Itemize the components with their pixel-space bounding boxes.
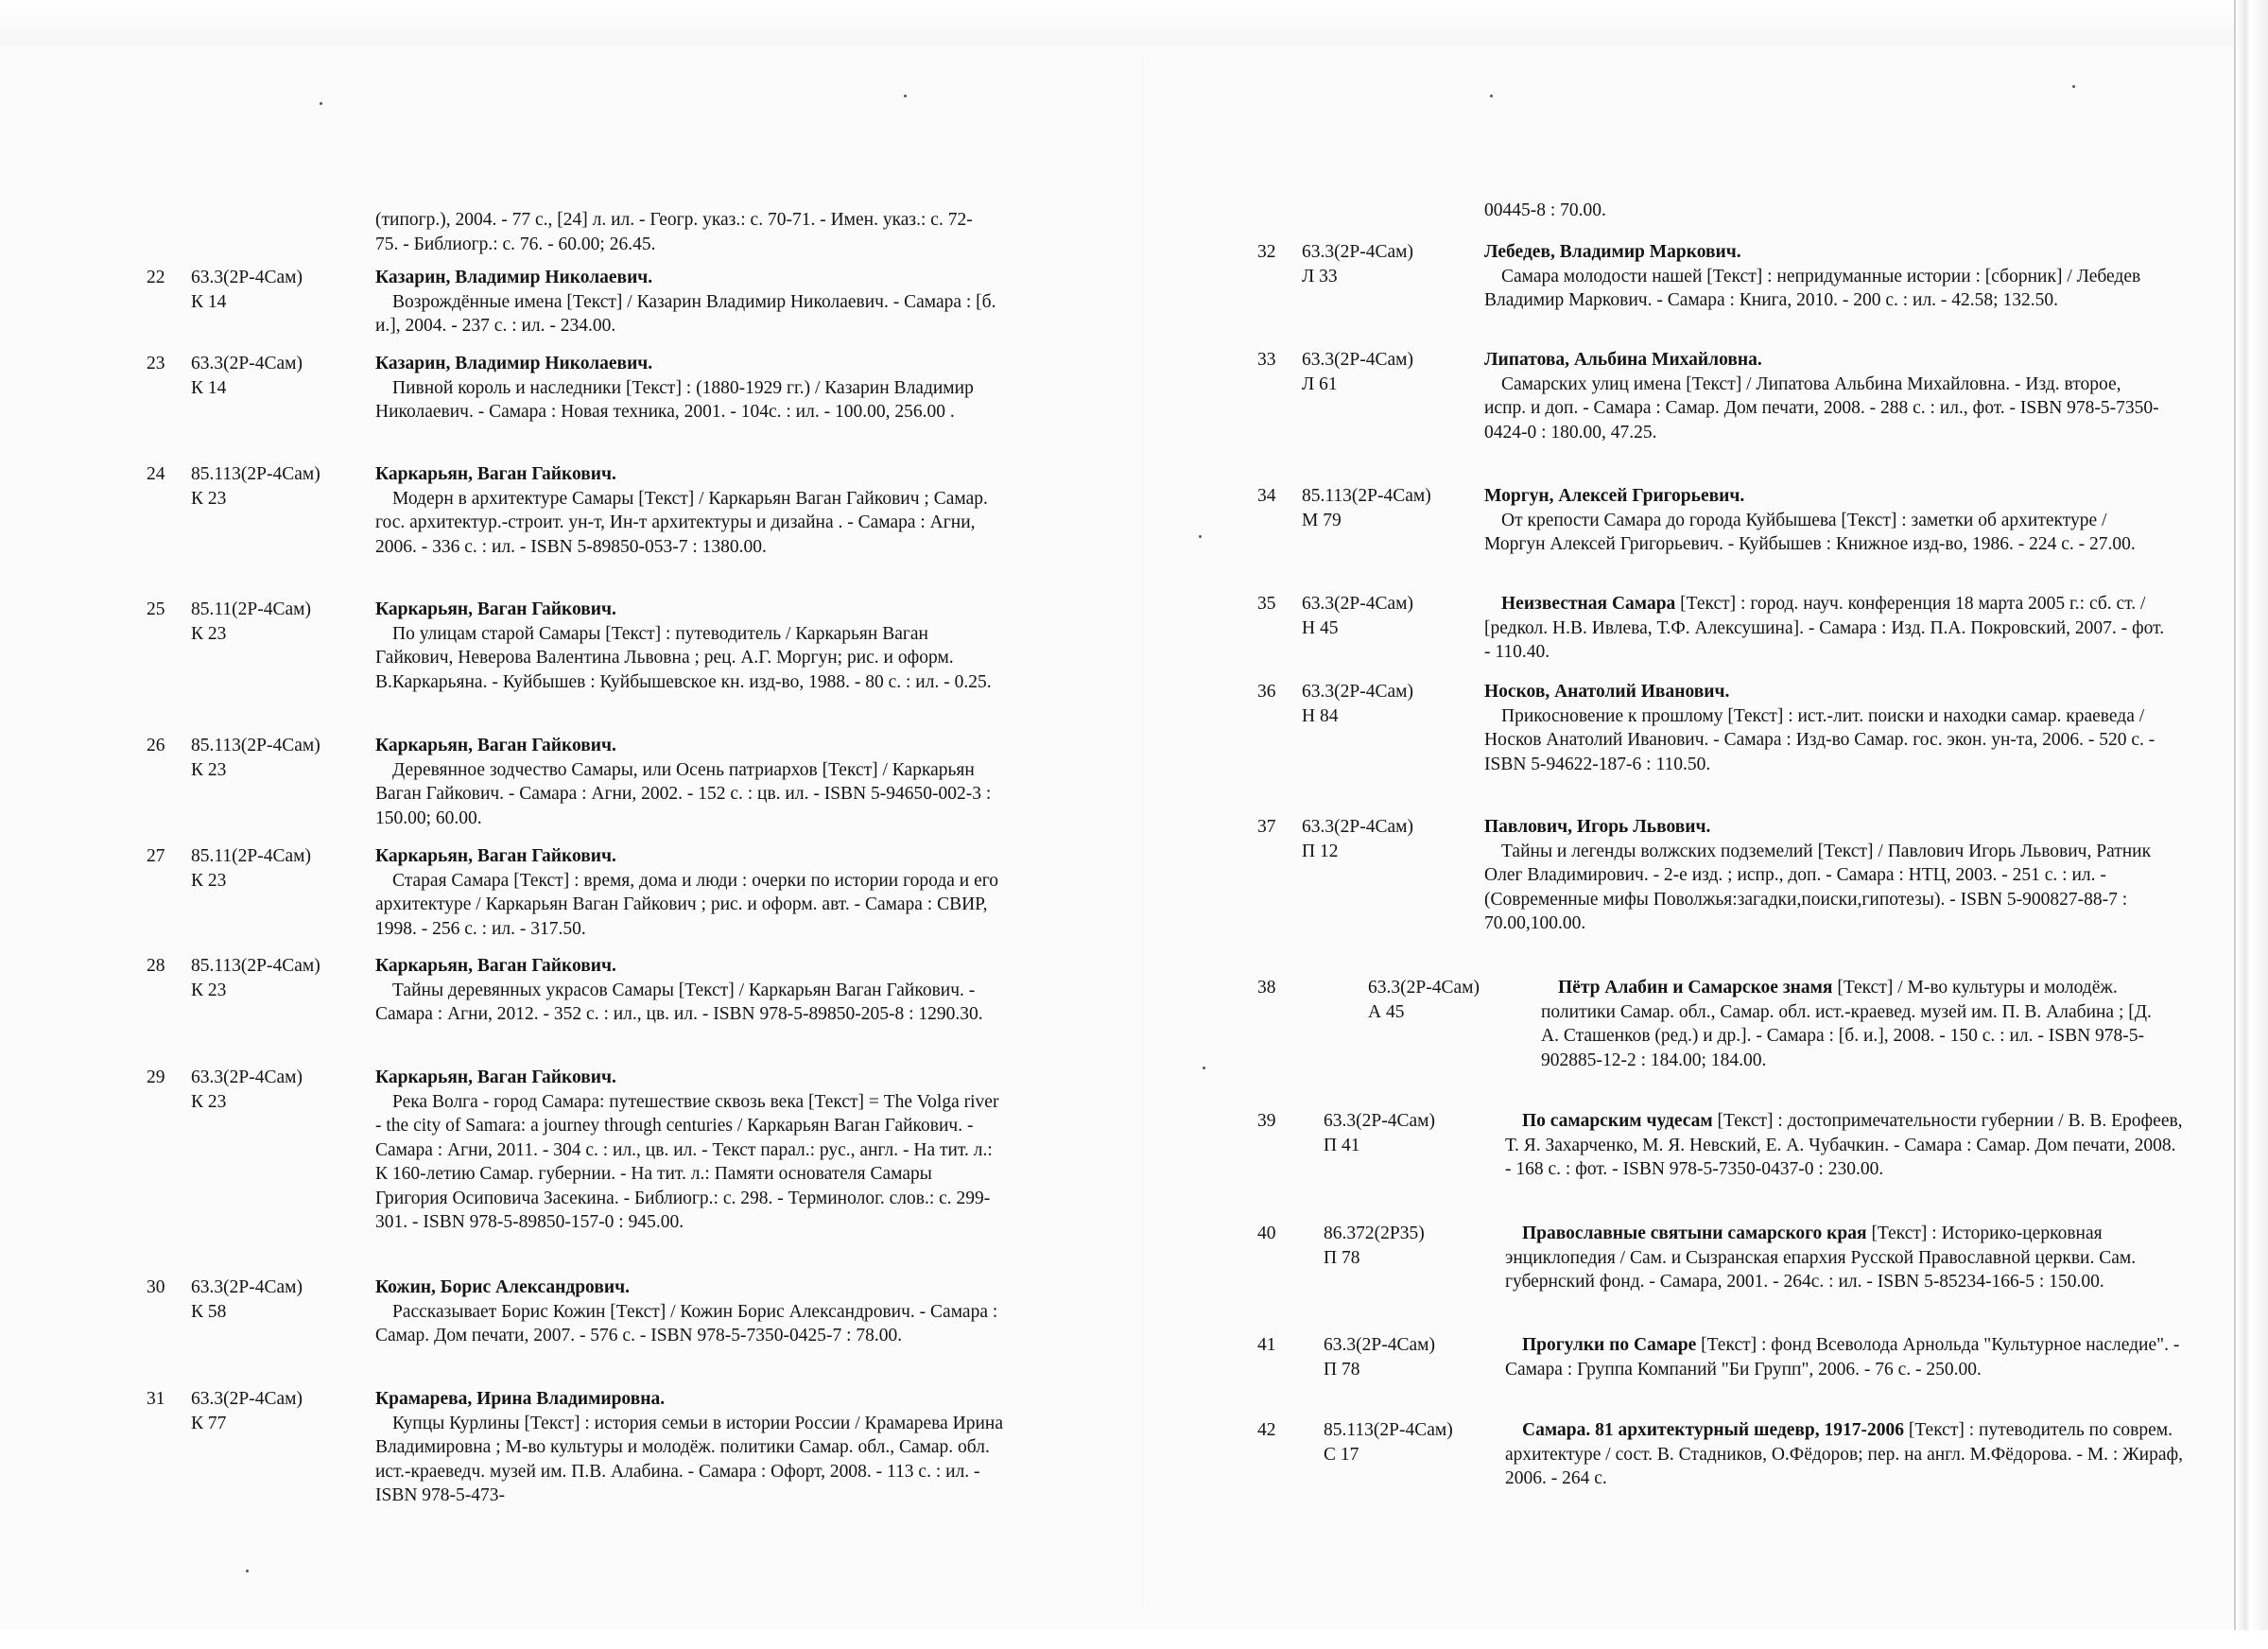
- entry-body: [Текст] : город. науч. конференция 18 марта 2005 г.: сб. ст. / [редкол. Н.В. Ивлева, Т.Ф. Алексушина]. - Самара : Изд. П.А. Покровский, 2007. - фот. - 110.40.: [1484, 594, 2165, 662]
- entry-author: Кожин, Борис Александрович.: [375, 1277, 630, 1297]
- entry-body: Купцы Курлины [Текст] : история семьи в истории России / Крамарева Ирина Владимировна ; М-во культуры и молодёж. политики Самар. обл., Самар. обл. ист.-краеведч. музей им. П.В. Алабина. - Самара : Офорт, 2008. - 113 с. : ил. - ISBN 978-5-473-: [375, 1413, 1004, 1505]
- entry-number: 41: [1257, 1335, 1276, 1355]
- entry-number: 31: [147, 1389, 165, 1409]
- classification-code: [1324, 1333, 1494, 1381]
- classification-code: [191, 462, 371, 511]
- entry-body: [Текст] : путеводитель по соврем. архитектуре / сост. В. Стадников, О.Фёдоров; пер. на англ. М.Фёдорова. - М. : Жираф, 2006. - 264 с.: [1505, 1420, 2184, 1488]
- entry-number: 40: [1257, 1224, 1276, 1243]
- bbk-index: 86.372(2Р35): [1324, 1224, 1425, 1243]
- classification-code: [1324, 1418, 1494, 1467]
- author-mark: К 23: [191, 870, 227, 891]
- scan-speck: [1199, 535, 1202, 538]
- entry-body: Модерн в архитектуре Самары [Текст] / Каркарьян Ваган Гайкович ; Самар. гос. архитектур.-строит. ун-т, Ин-т архитектуры и дизайна . - Самара : Агни, 2006. - 336 с. : ил. - ISBN 5-89850-053-7 : 1380.00.: [375, 488, 988, 557]
- entry-number: 22: [147, 268, 165, 287]
- entry-description: [1505, 1109, 2186, 1182]
- entry-number: 25: [147, 599, 165, 619]
- classification-code: [191, 954, 371, 1002]
- entry-description: [1484, 240, 2165, 313]
- entry-author: Носков, Анатолий Иванович.: [1484, 682, 1730, 702]
- classification-code: [1368, 976, 1538, 1024]
- author-mark: А 45: [1368, 1001, 1405, 1022]
- bbk-index: 63.3(2Р-4Сам): [1302, 682, 1413, 702]
- entry-title-line: [1541, 976, 2155, 1072]
- author-mark: К 23: [191, 980, 227, 1000]
- classification-code: [1324, 1109, 1494, 1157]
- author-mark: П 12: [1302, 841, 1339, 861]
- classification-code: [191, 598, 371, 646]
- bbk-index: 85.113(2Р-4Сам): [191, 464, 320, 484]
- scan-speck: [1203, 1067, 1205, 1069]
- entry-number: 32: [1257, 242, 1276, 262]
- classification-code: [191, 352, 371, 400]
- classification-code: [1324, 1222, 1494, 1270]
- author-mark: К 14: [191, 291, 227, 312]
- author-mark: П 41: [1324, 1135, 1360, 1155]
- entry-title: Прогулки по Самаре: [1522, 1335, 1697, 1355]
- scan-speck: [320, 102, 322, 105]
- author-mark: К 23: [191, 623, 227, 644]
- entry-body: Деревянное зодчество Самары, или Осень патриархов [Текст] / Каркарьян Ваган Гайкович. - Самара : Агни, 2002. - 152 с. : цв. ил. - ISBN 5-94650-002-3 : 150.00; 60.00.: [375, 759, 992, 828]
- bbk-index: 63.3(2Р-4Сам): [1368, 978, 1480, 998]
- entry-description: [1505, 1333, 2186, 1381]
- entry-body: Пивной король и наследники [Текст] : (1880-1929 гг.) / Казарин Владимир Николаевич. - Самара : Новая техника, 2001. - 104с. : ил. - 100.00, 256.00 .: [375, 377, 974, 422]
- classification-code: [191, 734, 371, 782]
- entry-description: [375, 598, 1009, 694]
- classification-code: [191, 1066, 371, 1114]
- entry-number: 27: [147, 846, 165, 866]
- classification-code: [1302, 348, 1472, 396]
- entry-author: Крамарева, Ирина Владимировна.: [375, 1389, 666, 1409]
- entry-number: 29: [147, 1068, 165, 1087]
- scan-speck: [904, 95, 907, 97]
- bbk-index: 63.3(2Р-4Сам): [191, 1068, 303, 1087]
- entry-author: Казарин, Владимир Николаевич.: [375, 354, 653, 373]
- entry-description: [1484, 484, 2165, 557]
- entry-description: [1541, 976, 2155, 1072]
- author-mark: К 58: [191, 1301, 227, 1322]
- entry-number: 34: [1257, 486, 1276, 506]
- entry-title: Неизвестная Самара: [1501, 594, 1676, 614]
- author-mark: П 78: [1324, 1359, 1360, 1380]
- entry-body: Река Волга - город Самара: путешествие сквозь века [Текст] = The Volga river - the city of Samara: a journey through centuries / Каркарьян Ваган Гайкович. - Самара : Агни, 2011. - 304 с. : ил., цв. ил. - Текст парал.: рус., англ. - На тит. л.: К 160-летию Самар. губернии. - На тит. л.: Памяти основателя Самары Григория Осиповича Засекина. - Библиогр.: с. 298. - Терминолог. слов.: с. 299-301. - ISBN 978-5-89850-157-0 : 945.00.: [375, 1091, 999, 1232]
- entry-title: Пётр Алабин и Самарское знамя: [1558, 978, 1833, 998]
- bbk-index: 63.3(2Р-4Сам): [191, 268, 303, 287]
- scan-top-margin: [0, 0, 2268, 45]
- bbk-index: 63.3(2Р-4Сам): [1302, 242, 1413, 262]
- entry-author: Липатова, Альбина Михайловна.: [1484, 350, 1762, 370]
- entry-author: Каркарьян, Ваган Гайкович.: [375, 846, 616, 866]
- author-mark: Н 84: [1302, 705, 1339, 726]
- entry-author: Каркарьян, Ваган Гайкович.: [375, 464, 616, 484]
- entry-description: [1484, 680, 2165, 776]
- entry-author: Каркарьян, Ваган Гайкович.: [375, 599, 616, 619]
- author-mark: М 79: [1302, 510, 1342, 530]
- entry-number: 24: [147, 464, 165, 484]
- entry-body: [Текст] : Историко-церковная энциклопедия / Сам. и Сызранская епархия Русской Православной церкви. Сам. губернский фонд. - Самара, 2001. - 264с. : ил. - ISBN 5-85234-166-5 : 150.00.: [1505, 1224, 2137, 1292]
- entry-number: 39: [1257, 1111, 1276, 1131]
- entry-description: [1505, 1222, 2186, 1294]
- entry-description: [375, 1387, 1009, 1508]
- entry-description: [375, 1276, 1009, 1348]
- scan-speck: [2072, 85, 2075, 88]
- bbk-index: 63.3(2Р-4Сам): [1302, 350, 1413, 370]
- classification-code: [1302, 815, 1472, 863]
- entry-author: Павлович, Игорь Львович.: [1484, 817, 1711, 837]
- bbk-index: 85.113(2Р-4Сам): [191, 736, 320, 755]
- bbk-index: 85.113(2Р-4Сам): [1302, 486, 1431, 506]
- author-mark: К 14: [191, 377, 227, 398]
- entry-body: Рассказывает Борис Кожин [Текст] / Кожин Борис Александрович. - Самара : Самар. Дом печати, 2007. - 576 с. - ISBN 978-5-7350-0425-7 : 78.00.: [375, 1301, 998, 1345]
- entry-body: Прикосновение к прошлому [Текст] : ист.-лит. поиски и находки самар. краеведа / Носков Анатолий Иванович. - Самара : Изд-во Самар. гос. экон. ун-та, 2006. - 520 с. - ISBN 5-94622-187-6 : 110.50.: [1484, 705, 2155, 774]
- entry-title: По самарским чудесам: [1522, 1111, 1713, 1131]
- author-mark: К 23: [191, 488, 227, 509]
- scan-speck: [246, 1570, 249, 1572]
- bbk-index: 85.113(2Р-4Сам): [191, 956, 320, 976]
- classification-code: [191, 1387, 371, 1435]
- author-mark: К 23: [191, 1091, 227, 1112]
- author-mark: П 78: [1324, 1247, 1360, 1268]
- entry-author: Каркарьян, Ваган Гайкович.: [375, 1068, 616, 1087]
- bbk-index: 63.3(2Р-4Сам): [1324, 1335, 1435, 1355]
- entry-title-line: [1505, 1222, 2186, 1294]
- bbk-index: 63.3(2Р-4Сам): [191, 354, 303, 373]
- entry-description: [375, 1066, 1009, 1235]
- author-mark: Н 45: [1302, 617, 1339, 638]
- entry-body: [Текст] : фонд Всеволода Арнольда "Культурное наследие". - Самара : Группа Компаний "Би Групп", 2006. - 76 с. - 250.00.: [1505, 1335, 2180, 1380]
- entry-title-line: [1505, 1418, 2186, 1491]
- bbk-index: 63.3(2Р-4Сам): [191, 1389, 303, 1409]
- entry-body: Старая Самара [Текст] : время, дома и люди : очерки по истории города и его архитектуре / Каркарьян Ваган Гайкович ; рис. и оформ. авт. - Самара : СВИР, 1998. - 256 с. : ил. - 317.50.: [375, 870, 998, 939]
- classification-code: [1302, 484, 1472, 532]
- entry-number: 38: [1257, 978, 1276, 998]
- entry-body: Тайны деревянных украсов Самары [Текст] / Каркарьян Ваган Гайкович. - Самара : Агни, 2012. - 352 с. : ил., цв. ил. - ISBN 978-5-89850-205-8 : 1290.30.: [375, 980, 983, 1024]
- author-mark: Л 33: [1302, 266, 1338, 286]
- entry-author: Каркарьян, Ваган Гайкович.: [375, 956, 616, 976]
- author-mark: К 23: [191, 759, 227, 780]
- scan-speck: [1490, 95, 1493, 97]
- entry-body: [Текст] / М-во культуры и молодёж. политики Самар. обл., Самар. обл. ист.-краевед. музей им. П. В. Алабина ; [Д. А. Сташенков (ред.) и др.]. - Самара : [б. и.], 2008. - 150 с. : ил. - ISBN 978-5-902885-12-2 : 184.00; 184.00.: [1541, 978, 2152, 1070]
- entry-title-line: [1484, 592, 2165, 665]
- bbk-index: 85.11(2Р-4Сам): [191, 846, 311, 866]
- entry-number: 23: [147, 354, 165, 373]
- scan-right-edge: [2234, 0, 2268, 1649]
- bbk-index: 63.3(2Р-4Сам): [1302, 594, 1413, 614]
- entry-description: [375, 734, 1009, 830]
- entry-number: 30: [147, 1277, 165, 1297]
- entry-author: Моргун, Алексей Григорьевич.: [1484, 486, 1745, 506]
- entry-title-line: [1505, 1109, 2186, 1182]
- entry-author: Лебедев, Владимир Маркович.: [1484, 242, 1741, 262]
- author-mark: С 17: [1324, 1444, 1359, 1465]
- entry-title: Самара. 81 архитектурный шедевр, 1917-2006: [1522, 1420, 1904, 1440]
- bbk-index: 85.11(2Р-4Сам): [191, 599, 311, 619]
- entry-body: Самарских улиц имена [Текст] / Липатова Альбина Михайловна. - Изд. второе, испр. и доп. - Самара : Самар. Дом печати, 2008. - 288 с. : ил., фот. - ISBN 978-5-7350-0424-0 : 180.00, 47.25.: [1484, 373, 2159, 443]
- entry-body: Тайны и легенды волжских подземелий [Текст] / Павлович Игорь Львович, Ратник Олег Владимирович. - 2-е изд. ; испр., доп. - Самара : НТЦ, 2003. - 251 с. : ил. - (Современные мифы Поволжья:загадки,поиски,гипотезы). - ISBN 5-900827-88-7 : 70.00,100.00.: [1484, 841, 2152, 933]
- continuation-text: 00445-8 : 70.00.: [1484, 200, 1606, 220]
- entry-title: Православные святыни самарского края: [1522, 1224, 1867, 1243]
- entry-number: 42: [1257, 1420, 1276, 1440]
- entry-description: [375, 844, 1009, 941]
- classification-code: [191, 844, 371, 893]
- bbk-index: 63.3(2Р-4Сам): [191, 1277, 303, 1297]
- entry-body: От крепости Самара до города Куйбышева [Текст] : заметки об архитектуре / Моргун Алексей Григорьевич. - Куйбышев : Книжное изд-во, 1986. - 224 с. - 27.00.: [1484, 510, 2136, 554]
- classification-code: [1302, 680, 1472, 728]
- entry-description: [1484, 592, 2165, 665]
- entry-number: 35: [1257, 594, 1276, 614]
- entry-number: 28: [147, 956, 165, 976]
- continuation-text: (типогр.), 2004. - 77 с., [24] л. ил. - Геогр. указ.: с. 70-71. - Имен. указ.: с. 72-75. - Библиогр.: с. 76. - 60.00; 26.45.: [375, 210, 973, 254]
- entry-description: [1484, 815, 2165, 936]
- entry-description: [1484, 348, 2165, 444]
- entry-body: Самара молодости нашей [Текст] : непридуманные истории : [сборник] / Лебедев Владимир Маркович. - Самара : Книга, 2010. - 200 с. : ил. - 42.58; 132.50.: [1484, 266, 2141, 310]
- classification-code: [1302, 240, 1472, 288]
- entry-number: 26: [147, 736, 165, 755]
- entry-author: Казарин, Владимир Николаевич.: [375, 268, 653, 287]
- page-fold: [1142, 57, 1143, 1607]
- entry-number: 36: [1257, 682, 1276, 702]
- entry-number: 33: [1257, 350, 1276, 370]
- classification-code: [191, 266, 371, 314]
- entry-body: [Текст] : достопримечательности губернии / В. В. Ерофеев, Т. Я. Захарченко, М. Я. Невский, Е. А. Чубачкин. - Самара : Самар. Дом печати, 2008. - 168 с. : фот. - ISBN 978-5-7350-0437-0 : 230.00.: [1505, 1111, 2183, 1179]
- classification-code: [191, 1276, 371, 1324]
- entry-description: [375, 266, 1009, 338]
- scan-bottom-margin: [0, 1630, 2268, 1649]
- entry-description: [1505, 1418, 2186, 1491]
- classification-code: [1302, 592, 1472, 640]
- bbk-index: 85.113(2Р-4Сам): [1324, 1420, 1453, 1440]
- bbk-index: 63.3(2Р-4Сам): [1302, 817, 1413, 837]
- entry-description: [375, 352, 1009, 425]
- entry-title-line: [1505, 1333, 2186, 1381]
- entry-description: [375, 462, 1009, 559]
- author-mark: Л 61: [1302, 373, 1338, 394]
- bbk-index: 63.3(2Р-4Сам): [1324, 1111, 1435, 1131]
- entry-body: По улицам старой Самары [Текст] : путеводитель / Каркарьян Ваган Гайкович, Неверова Валентина Львовна ; рец. А.Г. Моргун; рис. и оформ. В.Каркарьяна. - Куйбышев : Куйбышевское кн. изд-во, 1988. - 80 с. : ил. - 0.25.: [375, 623, 992, 692]
- entry-number: 37: [1257, 817, 1276, 837]
- author-mark: К 77: [191, 1413, 227, 1433]
- entry-body: Возрождённые имена [Текст] / Казарин Владимир Николаевич. - Самара : [б. и.], 2004. - 237 с. : ил. - 234.00.: [375, 291, 996, 336]
- entry-author: Каркарьян, Ваган Гайкович.: [375, 736, 616, 755]
- entry-description: [375, 954, 1009, 1027]
